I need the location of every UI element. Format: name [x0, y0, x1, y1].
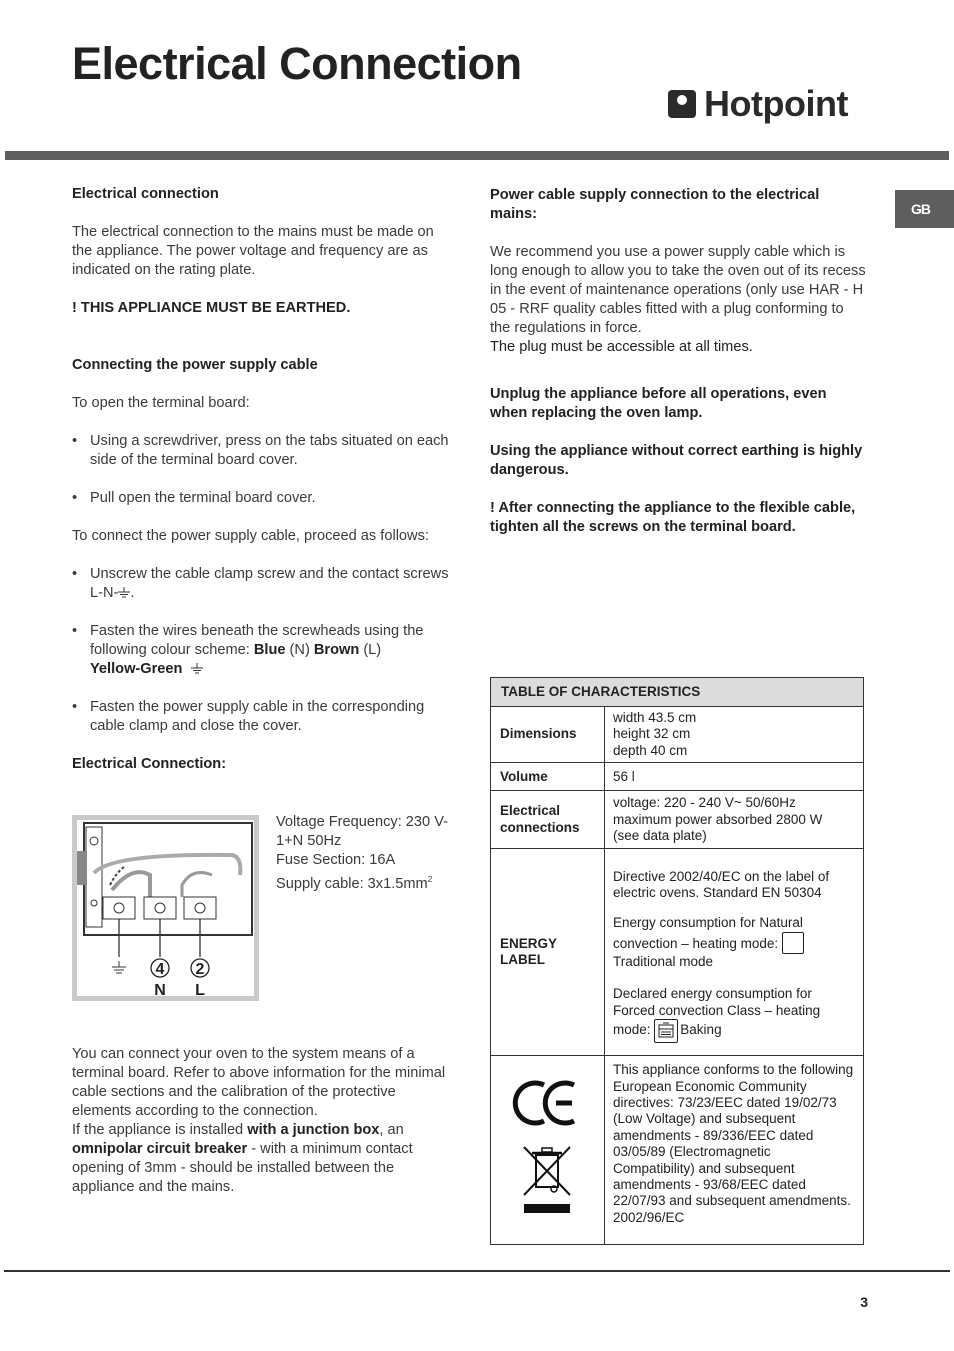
dimensions-value: [605, 707, 864, 763]
table-row: [491, 678, 864, 707]
weee-bin-icon: [524, 1147, 570, 1213]
live-label: L: [195, 982, 205, 999]
colour-brown: Brown: [313, 642, 360, 658]
electrical-voltage: voltage: 220 - 240 V~ 50/60Hz: [613, 795, 796, 811]
text-run: - with a minimum contact opening of 3mm - should be installed between the appliance and the mains.: [72, 1141, 413, 1195]
energy-directive: Directive 2002/40/EC on the label of electric ovens. Standard EN 50304: [613, 868, 830, 900]
energy-forced-mode: Baking: [680, 1021, 722, 1037]
page-number: 3: [860, 1294, 868, 1310]
brand-logo: [668, 83, 848, 124]
language-tab: GB: [895, 190, 954, 228]
conformity-text: This appliance conforms to the following European Economic Community directives: 73/23/EEC dated 19/02/73 (Low Voltage) and subsequent amendments - 89/336/EEC dated 03/05/89 (Electromagnetic Compatibility) and subsequent amendments - 93/68/EEC dated 22/07/93 and subsequent amendments. 2002/96/EC: [605, 1056, 864, 1245]
ce-mark-icon: [515, 1083, 574, 1123]
characteristics-table: [490, 677, 864, 1245]
electrical-note: (see data plate): [613, 827, 707, 843]
list-item: • Using a screwdriver, press on the tabs situated on each side of the terminal board cover.: [72, 432, 450, 470]
energy-natural: [613, 915, 855, 970]
volume-value: 56 l: [605, 763, 864, 791]
list-item-text: Fasten the wires beneath the screwheads using the following colour scheme:: [90, 623, 424, 658]
footer-divider: [4, 1270, 950, 1272]
list-item-text: Unscrew the cable clamp screw and the contact screws L-N-: [90, 566, 449, 601]
paragraph: [72, 1121, 450, 1197]
table-row: [491, 707, 864, 763]
header-divider: [5, 151, 949, 160]
live-terminal-number: 2: [195, 961, 205, 978]
paragraph: To connect the power supply cable, proceed as follows:: [72, 528, 429, 544]
earth-warning: ! THIS APPLIANCE MUST BE EARTHED.: [72, 300, 351, 316]
energy-class-box: [782, 932, 804, 954]
electrical-power: maximum power absorbed 2800 W: [613, 811, 823, 827]
supply-cable-sup: 2: [427, 875, 433, 884]
junction-box-paragraph: [72, 1045, 450, 1197]
dimensions-depth: depth 40 cm: [613, 742, 688, 758]
earth-symbol-icon: [191, 663, 203, 674]
left-column: [72, 185, 450, 774]
energy-natural-text: Energy consumption for Natural convection – heating mode:: [613, 915, 803, 951]
energy-value: [605, 849, 864, 1056]
conformity-marks: [491, 1056, 605, 1245]
neutral-terminal-number: 4: [155, 961, 165, 978]
energy-natural-mode: Traditional mode: [613, 953, 714, 969]
paragraph: The plug must be accessible at all times.: [490, 339, 753, 355]
electrical-spec-text: [276, 813, 456, 894]
dimensions-label: Dimensions: [491, 707, 605, 763]
right-column: [490, 186, 866, 537]
neutral-code: (N): [285, 642, 314, 658]
live-code: (L): [359, 642, 382, 658]
section-heading: Electrical Connection:: [72, 756, 227, 772]
fuse-section: Fuse Section: 16A: [276, 852, 396, 868]
dimensions-width: width 43.5 cm: [613, 710, 697, 725]
circuit-breaker-emphasis: omnipolar circuit breaker: [72, 1141, 248, 1157]
voltage-frequency: Voltage Frequency: 230 V-1+N 50Hz: [276, 814, 448, 849]
colour-blue: Blue: [253, 642, 286, 658]
text-run: If the appliance is installed: [72, 1122, 248, 1138]
warning: ! After connecting the appliance to the flexible cable, tighten all the screws on the terminal board.: [490, 500, 856, 535]
table-title: TABLE OF CHARACTERISTICS: [491, 678, 864, 707]
paragraph: You can connect your oven to the system means of a terminal board. Refer to above information for the minimal cable sections and the calibration of the protective elements according to the connection.: [72, 1046, 446, 1119]
electrical-label: Electrical connections: [491, 791, 605, 849]
warning: Unplug the appliance before all operations, even when replacing the oven lamp.: [490, 386, 827, 421]
table-row: [491, 791, 864, 849]
neutral-label: N: [154, 982, 166, 999]
electrical-value: [605, 791, 864, 849]
paragraph: The electrical connection to the mains must be made on the appliance. The power voltage and frequency are as indicated on the rating plate.: [72, 224, 434, 278]
energy-label: ENERGY LABEL: [491, 849, 605, 1056]
colour-yellow-green: Yellow-Green: [90, 661, 183, 677]
energy-forced: [613, 986, 855, 1043]
supply-cable: [276, 870, 456, 894]
section-heading: Power cable supply connection to the electrical mains:: [490, 187, 820, 222]
dimensions-height: height 32 cm: [613, 726, 691, 742]
brand-name: Hotpoint: [704, 83, 848, 124]
section-heading: Electrical connection: [72, 186, 219, 202]
page-title: Electrical Connection: [72, 38, 522, 89]
paragraph: To open the terminal board:: [72, 395, 250, 411]
paragraph: We recommend you use a power supply cable which is long enough to allow you to take the oven out of its recess in the event of maintenance operations (only use HAR - H 05 - RRF quality cables fitted with a plug conforming to the regulations in force.: [490, 244, 866, 336]
list-item-end: .: [130, 585, 135, 601]
hotpoint-logo-icon: [668, 90, 696, 118]
junction-box-emphasis: with a junction box: [247, 1122, 380, 1138]
list-item: • Fasten the power supply cable in the corresponding cable clamp and close the cover.: [72, 698, 450, 736]
warning: Using the appliance without correct earthing is highly dangerous.: [490, 443, 863, 478]
earth-symbol-icon: [118, 587, 130, 598]
terminal-board-diagram: [72, 815, 259, 1001]
table-row: [491, 763, 864, 791]
list-item: [72, 622, 450, 679]
volume-label: Volume: [491, 763, 605, 791]
table-row: [491, 849, 864, 1056]
section-heading: Connecting the power supply cable: [72, 357, 318, 373]
text-run: , an: [379, 1122, 404, 1138]
energy-forced-text: Declared energy consumption for Forced convection Class – heating mode:: [613, 986, 821, 1037]
list-item: • Pull open the terminal board cover.: [72, 489, 450, 508]
table-row: [491, 1056, 864, 1245]
list-item: [72, 565, 450, 603]
oven-mode-icon: [654, 1019, 678, 1043]
supply-cable-text: Supply cable: 3x1.5mm: [276, 875, 428, 892]
